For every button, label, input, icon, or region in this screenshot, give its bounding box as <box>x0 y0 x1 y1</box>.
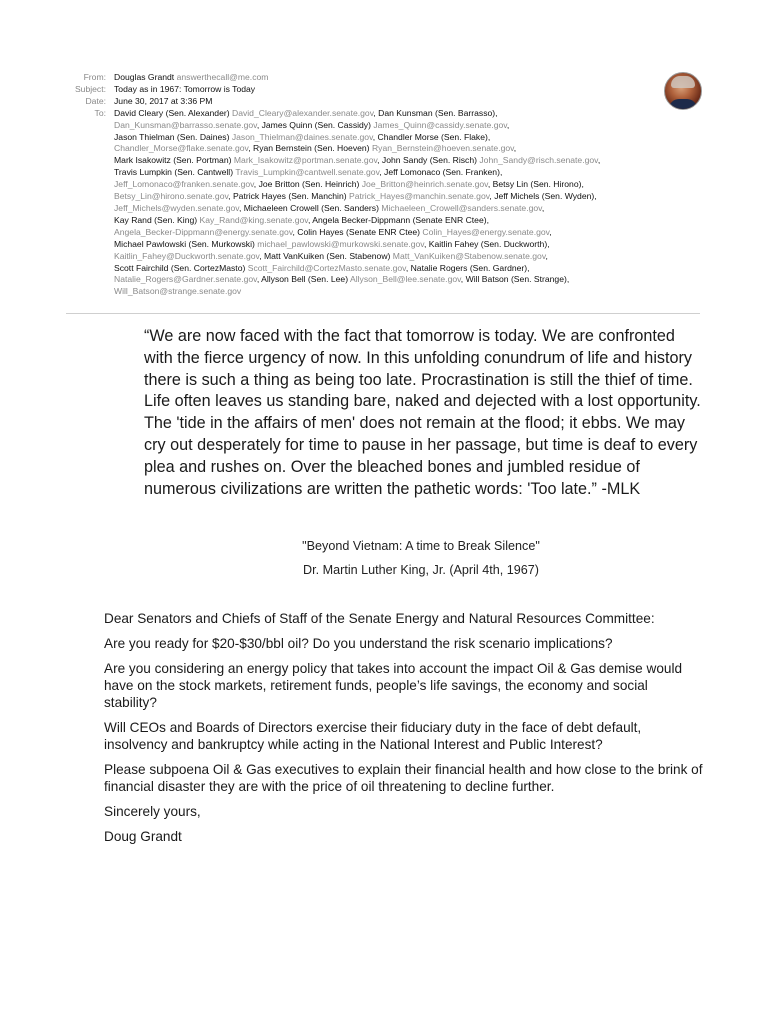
recipient-email[interactable]: Allyson_Bell@lee.senate.gov <box>349 274 461 285</box>
recipient-name[interactable]: Dan Kunsman (Sen. Barrasso) <box>378 107 496 118</box>
recipient-name[interactable]: Travis Lumpkin (Sen. Cantwell) <box>114 167 234 178</box>
recipient-email[interactable]: Chandler_Morse@flake.senate.gov <box>114 143 249 154</box>
date-text: June 30, 2017 at 3:36 PM <box>114 95 213 106</box>
recipient[interactable]: Jeff_Michels@wyden.senate.gov, <box>114 202 242 213</box>
sender-email[interactable]: answerthecall@me.com <box>176 72 269 82</box>
header-divider <box>66 313 700 314</box>
to-label: To: <box>94 107 106 118</box>
letter-body <box>104 610 704 853</box>
recipient[interactable]: Chandler_Morse@flake.senate.gov, <box>114 143 251 154</box>
recipient-email[interactable]: James_Quinn@cassidy.senate.gov <box>373 119 507 130</box>
recipient[interactable]: Angela_Becker-Dippmann@energy.senate.gov, <box>114 226 295 237</box>
letter-paragraph: Are you ready for $20-$30/bbl oil? Do you understand the risk scenario implications? <box>104 636 613 651</box>
recipient-name[interactable]: Kay Rand (Sen. King) <box>114 214 198 225</box>
recipient[interactable]: Dan Kunsman (Sen. Barrasso), <box>378 107 498 118</box>
recipient-name[interactable]: James Quinn (Sen. Cassidy) <box>261 119 371 130</box>
recipient[interactable]: Joe Britton (Sen. Heinrich) Joe_Britton@heinrich.senate.gov, <box>258 179 491 190</box>
recipient-email[interactable]: Kaitlin_Fahey@Duckworth.senate.gov <box>114 250 260 261</box>
recipient-email[interactable]: Dan_Kunsman@barrasso.senate.gov <box>114 119 257 130</box>
recipient-email[interactable]: Joe_Britton@heinrich.senate.gov <box>361 179 488 190</box>
recipient-name[interactable]: Colin Hayes (Senate ENR Ctee) <box>297 226 421 237</box>
recipient-email[interactable]: Matt_VanKuiken@Stabenow.senate.gov <box>392 250 546 261</box>
recipient-email[interactable]: Betsy_Lin@hirono.senate.gov <box>114 191 229 202</box>
recipient-name[interactable]: Joe Britton (Sen. Heinrich) <box>258 179 360 190</box>
subject-label: Subject: <box>74 83 106 94</box>
date-row <box>0 96 768 108</box>
recipient-name[interactable]: Patrick Hayes (Sen. Manchin) <box>232 191 347 202</box>
sender-avatar <box>664 72 702 110</box>
recipient-name[interactable]: Will Batson (Sen. Strange) <box>465 274 567 285</box>
recipient[interactable]: Patrick Hayes (Sen. Manchin) Patrick_Hayes@manchin.senate.gov, <box>232 191 492 202</box>
recipient-list <box>114 108 768 299</box>
recipient-name[interactable]: Michael Pawlowski (Sen. Murkowski) <box>114 238 255 249</box>
recipient-email[interactable]: Scott_Fairchild@CortezMasto.senate.gov <box>247 262 406 273</box>
recipient[interactable]: David Cleary (Sen. Alexander) David_Cleary@alexander.senate.gov, <box>114 107 376 118</box>
recipient[interactable]: Will Batson (Sen. Strange), <box>465 274 570 285</box>
date-label: Date: <box>85 95 106 106</box>
mlk-quote: “We are now faced with the fact that tomorrow is today. We are confronted with the fierce urgency of now. In this unfolding conundrum of life and history there is such a thing as being too late. Procrastination is still the thief of time. Life often leaves us standing bare, naked and dejected with a lost opportunity. The 'tide in the affairs of men' does not remain at the flood; it ebbs. We may cry out desperately for time to pause in her passage, but time is deaf to every plea and rushes on. Over the bleached bones and jumbled residue of numerous civilizations are written the pathetic words: 'Too late.” -MLK <box>144 327 701 498</box>
recipient[interactable]: Jason Thielman (Sen. Daines) Jason_Thielman@daines.senate.gov, <box>114 131 376 142</box>
recipient[interactable] <box>114 286 241 296</box>
recipient-email[interactable]: Ryan_Bernstein@hoeven.senate.gov <box>371 143 514 154</box>
recipient-email[interactable]: Michaeleen_Crowell@sanders.senate.gov <box>381 202 542 213</box>
recipient-email[interactable]: Jason_Thielman@daines.senate.gov <box>231 131 373 142</box>
subject-row <box>0 84 768 96</box>
recipient-email[interactable]: Kay_Rand@king.senate.gov <box>199 214 308 225</box>
recipient-email[interactable]: Colin_Hayes@energy.senate.gov <box>422 226 550 237</box>
recipient[interactable]: Natalie_Rogers@Gardner.senate.gov, <box>114 274 260 285</box>
recipient[interactable]: Kaitlin_Fahey@Duckworth.senate.gov, <box>114 250 262 261</box>
recipient[interactable]: Allyson Bell (Sen. Lee) Allyson_Bell@lee.senate.gov, <box>261 274 464 285</box>
recipient-email[interactable]: Will_Batson@strange.senate.gov <box>114 286 242 297</box>
letter-paragraph: Will CEOs and Boards of Directors exercise their fiduciary duty in the face of debt default, insolvency and bankruptcy while acting in the National Interest and Public Interest? <box>104 720 642 752</box>
to-row <box>0 108 768 299</box>
quote-source-author: Dr. Martin Luther King, Jr. (April 4th, 1967) <box>303 563 539 577</box>
recipient-name[interactable]: David Cleary (Sen. Alexander) <box>114 107 230 118</box>
recipient[interactable]: Ryan Bernstein (Sen. Hoeven) Ryan_Bernstein@hoeven.senate.gov, <box>252 143 517 154</box>
recipient-name[interactable]: Jeff Michels (Sen. Wyden) <box>494 191 595 202</box>
recipient-name[interactable]: Michaeleen Crowell (Sen. Sanders) <box>243 202 379 213</box>
recipient[interactable]: Betsy Lin (Sen. Hirono), <box>492 179 584 190</box>
signature: Doug Grandt <box>104 829 182 844</box>
recipient-name[interactable]: Jeff Lomonaco (Sen. Franken) <box>384 167 500 178</box>
closing: Sincerely yours, <box>104 804 201 819</box>
recipient-name[interactable]: Ryan Bernstein (Sen. Hoeven) <box>252 143 370 154</box>
recipient[interactable]: Kay Rand (Sen. King) Kay_Rand@king.senate.gov, <box>114 214 311 225</box>
recipient-name[interactable]: Natalie Rogers (Sen. Gardner) <box>410 262 528 273</box>
recipient-name[interactable]: Kaitlin Fahey (Sen. Duckworth) <box>428 238 548 249</box>
recipient-name[interactable]: Betsy Lin (Sen. Hirono) <box>492 179 582 190</box>
recipient[interactable]: Mark Isakowitz (Sen. Portman) Mark_Isakowitz@portman.senate.gov, <box>114 155 380 166</box>
recipient-name[interactable]: Angela Becker-Dippmann (Senate ENR Ctee) <box>312 214 487 225</box>
recipient-name[interactable]: Mark Isakowitz (Sen. Portman) <box>114 155 232 166</box>
recipient-email[interactable]: Travis_Lumpkin@cantwell.senate.gov <box>235 167 380 178</box>
recipient[interactable]: Angela Becker-Dippmann (Senate ENR Ctee), <box>312 214 489 225</box>
recipient[interactable]: Colin Hayes (Senate ENR Ctee) Colin_Hayes@energy.senate.gov, <box>297 226 552 237</box>
recipient[interactable]: James Quinn (Sen. Cassidy) James_Quinn@cassidy.senate.gov, <box>261 119 510 130</box>
recipient-email[interactable]: Jeff_Michels@wyden.senate.gov <box>114 202 239 213</box>
recipient[interactable]: Michael Pawlowski (Sen. Murkowski) michael_pawlowski@murkowski.senate.gov, <box>114 238 427 249</box>
subject-text: Today as in 1967: Tomorrow is Today <box>114 83 256 94</box>
recipient[interactable]: Michaeleen Crowell (Sen. Sanders) Michaeleen_Crowell@sanders.senate.gov, <box>243 202 545 213</box>
recipient[interactable]: John Sandy (Sen. Risch) John_Sandy@risch.senate.gov, <box>381 155 601 166</box>
recipient-name[interactable]: Scott Fairchild (Sen. CortezMasto) <box>114 262 246 273</box>
recipient-email[interactable]: Natalie_Rogers@Gardner.senate.gov <box>114 274 257 285</box>
recipient[interactable]: Betsy_Lin@hirono.senate.gov, <box>114 191 231 202</box>
recipient-name[interactable]: Chandler Morse (Sen. Flake) <box>377 131 488 142</box>
recipient[interactable]: Jeff Lomonaco (Sen. Franken), <box>384 167 503 178</box>
email-header <box>0 72 768 298</box>
recipient-email[interactable]: John_Sandy@risch.senate.gov <box>479 155 598 166</box>
recipient-email[interactable]: David_Cleary@alexander.senate.gov <box>231 107 374 118</box>
recipient[interactable]: Natalie Rogers (Sen. Gardner), <box>410 262 530 273</box>
recipient-name[interactable]: Matt VanKuiken (Sen. Stabenow) <box>263 250 391 261</box>
recipient[interactable]: Kaitlin Fahey (Sen. Duckworth), <box>428 238 550 249</box>
recipient-email[interactable]: Angela_Becker-Dippmann@energy.senate.gov <box>114 226 293 237</box>
recipient-email[interactable]: Patrick_Hayes@manchin.senate.gov <box>349 191 490 202</box>
sender-name[interactable]: Douglas Grandt <box>114 72 175 82</box>
letter-paragraph: Please subpoena Oil & Gas executives to explain their financial health and how close to the brink of financial disaster they are with the price of oil threatening to decline further. <box>104 762 703 794</box>
recipient[interactable]: Jeff_Lomonaco@franken.senate.gov, <box>114 179 257 190</box>
quote-source-title: "Beyond Vietnam: A time to Break Silence" <box>302 539 540 553</box>
salutation: Dear Senators and Chiefs of Staff of the Senate Energy and Natural Resources Committee: <box>104 611 655 626</box>
recipient[interactable]: Matt VanKuiken (Sen. Stabenow) Matt_VanKuiken@Stabenow.senate.gov, <box>263 250 548 261</box>
recipient[interactable]: Scott Fairchild (Sen. CortezMasto) Scott_Fairchild@CortezMasto.senate.gov, <box>114 262 409 273</box>
recipient[interactable]: Jeff Michels (Sen. Wyden), <box>494 191 597 202</box>
recipient-name[interactable]: John Sandy (Sen. Risch) <box>381 155 477 166</box>
letter-paragraph: Are you considering an energy policy that takes into account the impact Oil & Gas demise would have on the stock markets, retirement funds, people’s life savings, the economy and social stability? <box>104 661 683 710</box>
avatar-shirt-shape <box>669 99 697 110</box>
recipient-name[interactable]: Jason Thielman (Sen. Daines) <box>114 131 230 142</box>
from-label: From: <box>83 72 106 82</box>
recipient-email[interactable]: Jeff_Lomonaco@franken.senate.gov <box>114 179 254 190</box>
recipient[interactable]: Chandler Morse (Sen. Flake), <box>377 131 491 142</box>
avatar-hair-shape <box>671 76 695 88</box>
recipient-name[interactable]: Allyson Bell (Sen. Lee) <box>261 274 349 285</box>
recipient[interactable]: Travis Lumpkin (Sen. Cantwell) Travis_Lumpkin@cantwell.senate.gov, <box>114 167 382 178</box>
recipient[interactable]: Dan_Kunsman@barrasso.senate.gov, <box>114 119 260 130</box>
recipient-email[interactable]: michael_pawlowski@murkowski.senate.gov <box>257 238 424 249</box>
recipient-email[interactable]: Mark_Isakowitz@portman.senate.gov <box>233 155 378 166</box>
from-row <box>0 72 768 84</box>
